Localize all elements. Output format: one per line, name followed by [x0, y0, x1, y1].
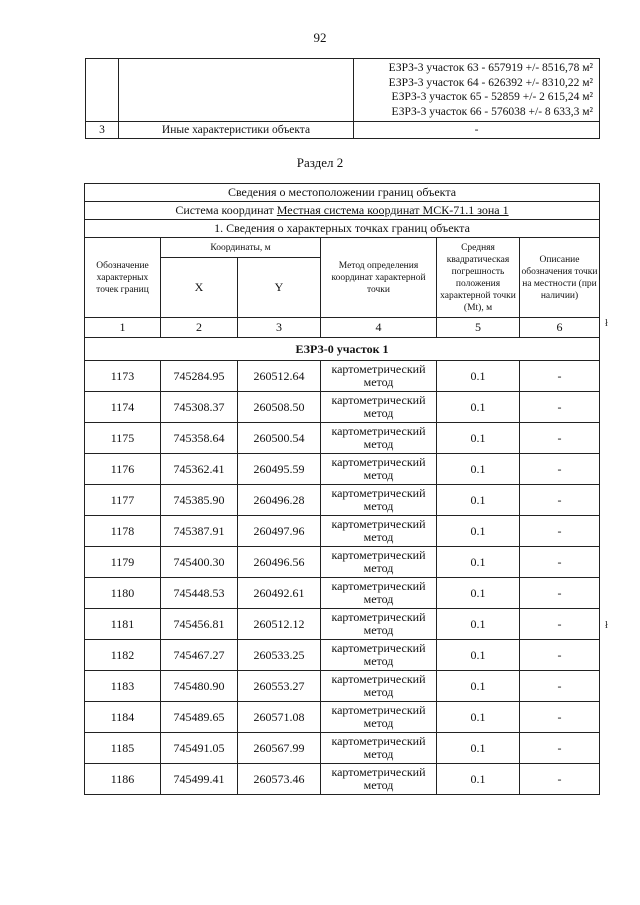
- y-coordinate-cell: 260553.27: [238, 671, 321, 702]
- description-cell: -: [520, 454, 600, 485]
- row-value: -: [354, 122, 600, 139]
- description-cell: -: [520, 702, 600, 733]
- table-title: Сведения о местоположении границ объекта: [85, 184, 600, 202]
- header-coordinates: Координаты, м: [161, 238, 321, 258]
- header-y: Y: [238, 258, 321, 318]
- table-row: [85, 454, 600, 485]
- description-cell: -: [520, 764, 600, 795]
- y-coordinate-cell: 260512.64: [238, 361, 321, 392]
- y-coordinate-cell: 260495.59: [238, 454, 321, 485]
- accuracy-cell: 0.1: [437, 733, 520, 764]
- x-coordinate-cell: 745358.64: [161, 423, 238, 454]
- point-cell: 1183: [85, 671, 161, 702]
- coordinate-system-prefix: Система координат: [175, 203, 277, 217]
- parcel-header: ЕЗРЗ-0 участок 1: [85, 338, 600, 361]
- description-cell: -: [520, 485, 600, 516]
- table-row: [85, 361, 600, 392]
- x-coordinate-cell: 745284.95: [161, 361, 238, 392]
- accuracy-cell: 0.1: [437, 361, 520, 392]
- table-row: [85, 485, 600, 516]
- column-number: 3: [238, 318, 321, 338]
- x-coordinate-cell: 745362.41: [161, 454, 238, 485]
- description-cell: -: [520, 640, 600, 671]
- parcel-line: ЕЗРЗ-3 участок 66 - 576038 +/- 8 633,3 м²: [391, 105, 593, 118]
- accuracy-cell: 0.1: [437, 609, 520, 640]
- method-cell: картометрический метод: [321, 764, 437, 795]
- method-cell: картометрический метод: [321, 547, 437, 578]
- y-coordinate-cell: 260497.96: [238, 516, 321, 547]
- header-x: X: [161, 258, 238, 318]
- accuracy-cell: 0.1: [437, 578, 520, 609]
- column-number: 2: [161, 318, 238, 338]
- table-row: [85, 392, 600, 423]
- y-coordinate-cell: 260533.25: [238, 640, 321, 671]
- x-coordinate-cell: 745400.30: [161, 547, 238, 578]
- table-row: [85, 733, 600, 764]
- point-cell: 1178: [85, 516, 161, 547]
- column-number-row: [85, 318, 600, 338]
- accuracy-cell: 0.1: [437, 423, 520, 454]
- method-cell: картометрический метод: [321, 609, 437, 640]
- point-cell: 1184: [85, 702, 161, 733]
- point-cell: 1185: [85, 733, 161, 764]
- table-row: [85, 547, 600, 578]
- description-cell: -: [520, 578, 600, 609]
- point-cell: 1174: [85, 392, 161, 423]
- y-coordinate-cell: 260496.56: [238, 547, 321, 578]
- y-coordinate-cell: 260508.50: [238, 392, 321, 423]
- method-cell: картометрический метод: [321, 485, 437, 516]
- method-cell: картометрический метод: [321, 733, 437, 764]
- accuracy-cell: 0.1: [437, 702, 520, 733]
- x-coordinate-cell: 745480.90: [161, 671, 238, 702]
- column-number: 5: [437, 318, 520, 338]
- accuracy-cell: 0.1: [437, 485, 520, 516]
- x-coordinate-cell: 745491.05: [161, 733, 238, 764]
- y-coordinate-cell: 260492.61: [238, 578, 321, 609]
- coordinate-system: [85, 202, 600, 220]
- accuracy-cell: 0.1: [437, 516, 520, 547]
- column-number: 1: [85, 318, 161, 338]
- y-coordinate-cell: 260571.08: [238, 702, 321, 733]
- method-cell: картометрический метод: [321, 454, 437, 485]
- x-coordinate-cell: 745387.91: [161, 516, 238, 547]
- column-number: 4: [321, 318, 437, 338]
- method-cell: картометрический метод: [321, 516, 437, 547]
- method-cell: картометрический метод: [321, 392, 437, 423]
- point-cell: 1181: [85, 609, 161, 640]
- y-coordinate-cell: 260500.54: [238, 423, 321, 454]
- method-cell: картометрический метод: [321, 423, 437, 454]
- x-coordinate-cell: 745489.65: [161, 702, 238, 733]
- x-coordinate-cell: 745385.90: [161, 485, 238, 516]
- column-number: 6: [520, 318, 600, 338]
- point-cell: 1175: [85, 423, 161, 454]
- row-label: Иные характеристики объекта: [119, 122, 354, 139]
- row-number: 3: [86, 122, 119, 139]
- empty-cell: [119, 59, 354, 122]
- table-row: [85, 640, 600, 671]
- parcels-row: [86, 59, 600, 122]
- point-cell: 1186: [85, 764, 161, 795]
- y-coordinate-cell: 260512.12: [238, 609, 321, 640]
- accuracy-cell: 0.1: [437, 764, 520, 795]
- scan-mark: ł: [605, 620, 608, 631]
- parcel-line: ЕЗРЗ-3 участок 64 - 626392 +/- 8310,22 м²: [388, 76, 593, 89]
- x-coordinate-cell: 745467.27: [161, 640, 238, 671]
- table-row: [85, 609, 600, 640]
- point-cell: 1179: [85, 547, 161, 578]
- method-cell: картометрический метод: [321, 361, 437, 392]
- table-row: [85, 671, 600, 702]
- empty-cell: [86, 59, 119, 122]
- header-method: Метод определения координат характерной точки: [321, 238, 437, 318]
- description-cell: -: [520, 361, 600, 392]
- point-cell: 1180: [85, 578, 161, 609]
- boundary-points-table: [84, 183, 600, 795]
- method-cell: картометрический метод: [321, 578, 437, 609]
- table-row: [85, 578, 600, 609]
- parcel-line: ЕЗРЗ-3 участок 63 - 657919 +/- 8516,78 м²: [388, 62, 593, 74]
- accuracy-cell: 0.1: [437, 547, 520, 578]
- x-coordinate-cell: 745448.53: [161, 578, 238, 609]
- description-cell: -: [520, 733, 600, 764]
- description-cell: -: [520, 671, 600, 702]
- parcels-list: [354, 59, 600, 122]
- method-cell: картометрический метод: [321, 702, 437, 733]
- y-coordinate-cell: 260573.46: [238, 764, 321, 795]
- method-cell: картометрический метод: [321, 640, 437, 671]
- header-accuracy: Средняя квадратическая погрешность положения характерной точки (Mt), м: [437, 238, 520, 318]
- coordinate-system-value: Местная система координат МСК-71.1 зона 1: [276, 203, 509, 217]
- table-row: [85, 764, 600, 795]
- point-cell: 1182: [85, 640, 161, 671]
- table-body: [85, 361, 600, 795]
- description-cell: -: [520, 516, 600, 547]
- table-row: [85, 702, 600, 733]
- accuracy-cell: 0.1: [437, 640, 520, 671]
- y-coordinate-cell: 260567.99: [238, 733, 321, 764]
- parcel-line: ЕЗРЗ-3 участок 65 - 52859 +/- 2 615,24 м²: [391, 91, 593, 103]
- accuracy-cell: 0.1: [437, 671, 520, 702]
- y-coordinate-cell: 260496.28: [238, 485, 321, 516]
- description-cell: -: [520, 423, 600, 454]
- method-cell: картометрический метод: [321, 671, 437, 702]
- page-number: 92: [313, 30, 327, 45]
- object-characteristics-table: [85, 58, 600, 139]
- other-characteristics-row: [86, 122, 600, 139]
- accuracy-cell: 0.1: [437, 392, 520, 423]
- section-title: Раздел 2: [296, 155, 344, 170]
- point-cell: 1176: [85, 454, 161, 485]
- point-cell: 1177: [85, 485, 161, 516]
- table-subtitle: 1. Сведения о характерных точках границ объекта: [85, 220, 600, 238]
- x-coordinate-cell: 745499.41: [161, 764, 238, 795]
- header-point-designation: Обозначение характерных точек границ: [85, 238, 161, 318]
- x-coordinate-cell: 745456.81: [161, 609, 238, 640]
- scan-mark: ł: [605, 318, 608, 329]
- table-row: [85, 423, 600, 454]
- x-coordinate-cell: 745308.37: [161, 392, 238, 423]
- table-row: [85, 516, 600, 547]
- header-description: Описание обозначения точки на местности (при наличии): [520, 238, 600, 318]
- accuracy-cell: 0.1: [437, 454, 520, 485]
- description-cell: -: [520, 609, 600, 640]
- description-cell: -: [520, 547, 600, 578]
- point-cell: 1173: [85, 361, 161, 392]
- description-cell: -: [520, 392, 600, 423]
